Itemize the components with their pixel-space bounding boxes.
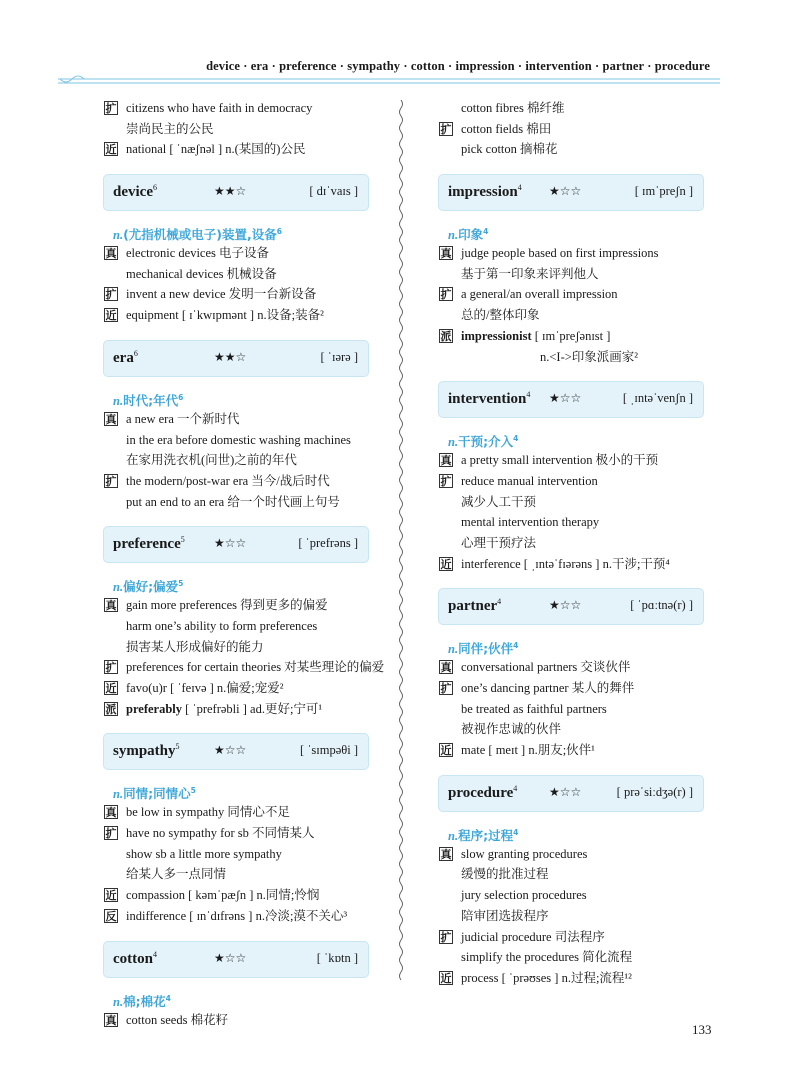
example-line bbox=[440, 139, 725, 160]
line-text: one’s dancing partner 某人的舞伴 bbox=[461, 681, 635, 695]
example-line bbox=[440, 554, 725, 575]
definition-frequency: 5 bbox=[190, 786, 196, 796]
example-line bbox=[440, 533, 725, 554]
line-text: jury selection procedures bbox=[461, 888, 587, 903]
example-line bbox=[105, 430, 390, 451]
definition-frequency: 5 bbox=[178, 579, 184, 589]
definition-frequency: 4 bbox=[513, 641, 519, 651]
rating-stars-icon: ★★☆ bbox=[214, 184, 247, 199]
label-tag-icon: 扩 bbox=[105, 827, 117, 841]
headword-frequency: 5 bbox=[175, 742, 180, 752]
example-line bbox=[105, 823, 390, 844]
line-text: harm one’s ability to form preferences bbox=[126, 618, 318, 633]
headword-box-preference bbox=[103, 526, 369, 563]
label-tag-icon: 扩 bbox=[105, 102, 117, 115]
right-column bbox=[440, 98, 725, 989]
label-tag-icon: 反 bbox=[105, 909, 117, 923]
line-text: preferences for certain theories 对某些理论的偏爱 bbox=[126, 660, 385, 675]
label-tag-icon: 近 bbox=[105, 889, 117, 903]
example-line bbox=[105, 678, 390, 699]
line-text: process [ ˈprəʊses ] n.过程;流程¹² bbox=[461, 970, 632, 985]
label-tag-icon: 真 bbox=[105, 247, 117, 261]
label-tag-icon: 近 bbox=[105, 143, 117, 157]
label-tag-icon: 真 bbox=[440, 247, 452, 261]
label-tag-icon: 派 bbox=[440, 329, 452, 343]
label-tag-icon: 扩 bbox=[105, 474, 117, 488]
label-tag-icon: 真 bbox=[105, 412, 117, 426]
line-text: 在家用洗衣机(问世)之前的年代 bbox=[126, 453, 297, 468]
label-tag-icon: 扩 bbox=[105, 661, 117, 675]
label-tag-icon: 真 bbox=[440, 661, 452, 675]
label-tag-icon: 真 bbox=[105, 806, 117, 820]
rating-stars-icon: ★☆☆ bbox=[549, 598, 582, 613]
headword: intervention$^4$ bbox=[448, 390, 531, 408]
example-line bbox=[440, 885, 725, 906]
label-tag-icon: 扩 bbox=[440, 682, 452, 695]
line-text: citizens who have faith in democracy bbox=[126, 101, 313, 115]
headword: procedure$^4$ bbox=[448, 783, 518, 801]
example-line bbox=[105, 616, 390, 637]
example-line bbox=[440, 98, 725, 119]
headword-frequency: 4 bbox=[497, 597, 502, 607]
headword-box-era bbox=[103, 340, 369, 377]
line-text: 崇尚民主的公民 bbox=[126, 121, 214, 136]
phonetic: [ ˈpɑːtnə(r) ] bbox=[630, 598, 693, 613]
running-header: device · era · preference · sympathy · cotton · impression · intervention · partner · procedure bbox=[206, 59, 710, 73]
line-text: be low in sympathy 同情心不足 bbox=[126, 805, 290, 820]
part-of-speech-definition: n.干预;介入$^4$ bbox=[448, 434, 519, 450]
column-divider bbox=[397, 100, 405, 1010]
rating-stars-icon: ★☆☆ bbox=[549, 391, 582, 406]
line-text: a pretty small intervention 极小的干预 bbox=[461, 453, 659, 468]
line-text: put an end to an era 给一个时代画上句号 bbox=[126, 494, 340, 509]
example-line bbox=[440, 927, 725, 948]
phonetic: [ ˈkɒtn ] bbox=[316, 950, 358, 965]
rating-stars-icon: ★☆☆ bbox=[214, 950, 247, 965]
line-text: electronic devices 电子设备 bbox=[126, 246, 270, 261]
label-tag-icon: 近 bbox=[440, 971, 452, 985]
example-line bbox=[440, 243, 725, 264]
label-tag-icon: 扩 bbox=[440, 474, 452, 488]
line-text: reduce manual intervention bbox=[461, 473, 598, 488]
headword-frequency: 4 bbox=[513, 783, 518, 793]
example-line bbox=[105, 243, 390, 264]
example-line bbox=[440, 347, 725, 368]
headword-frequency: 4 bbox=[153, 949, 157, 959]
line-text: 被视作忠诚的伙伴 bbox=[461, 722, 562, 737]
headword-box-cotton bbox=[103, 941, 369, 978]
line-text: 基于第一印象来评判他人 bbox=[461, 266, 599, 281]
example-line bbox=[440, 699, 725, 720]
part-of-speech-definition: n.(尤指机械或电子)装置,设备$^6$ bbox=[113, 227, 282, 243]
line-text: be treated as faithful partners bbox=[461, 701, 607, 716]
example-line bbox=[105, 492, 390, 513]
headword-box-intervention bbox=[438, 381, 704, 418]
line-text: mechanical devices 机械设备 bbox=[126, 266, 277, 281]
example-line bbox=[440, 305, 725, 326]
line-text: cotton fibres 棉纤维 bbox=[461, 101, 565, 115]
line-text: impressionist [ ɪmˈpreʃənɪst ] bbox=[461, 328, 611, 343]
example-line bbox=[440, 947, 725, 968]
headword-frequency: 4 bbox=[517, 183, 522, 193]
headword-box-sympathy bbox=[103, 733, 369, 770]
line-text: invent a new device 发明一台新设备 bbox=[126, 287, 317, 302]
example-line bbox=[440, 719, 725, 740]
line-text: 心理干预疗法 bbox=[461, 535, 537, 550]
label-tag-icon: 近 bbox=[105, 682, 117, 695]
label-tag-icon: 近 bbox=[105, 309, 117, 323]
line-text: the modern/post-war era 当今/战后时代 bbox=[126, 473, 330, 488]
line-text: have no sympathy for sb 不同情某人 bbox=[126, 826, 315, 841]
headword-frequency: 6 bbox=[133, 348, 138, 358]
phonetic: [ ˈɪərə ] bbox=[320, 349, 358, 364]
part-of-speech-definition: n.印象$^4$ bbox=[448, 227, 489, 243]
headword: preference$^5$ bbox=[113, 535, 185, 553]
headword: sympathy$^5$ bbox=[113, 742, 180, 760]
line-text: national [ ˈnæʃnəl ] n.(某国的)公民 bbox=[126, 142, 306, 157]
example-line bbox=[105, 264, 390, 285]
line-text: a general/an overall impression bbox=[461, 287, 618, 302]
phonetic: [ ɪmˈpreʃn ] bbox=[634, 184, 693, 199]
line-text: 损害某人形成偏好的能力 bbox=[126, 639, 264, 654]
example-line bbox=[105, 637, 390, 658]
label-tag-icon: 派 bbox=[105, 702, 117, 716]
line-text: interference [ ˌɪntəˈfɪərəns ] n.干涉;干预⁴ bbox=[461, 556, 670, 571]
label-tag-icon: 近 bbox=[440, 744, 452, 758]
example-line bbox=[105, 471, 390, 492]
line-text: pick cotton 摘棉花 bbox=[461, 142, 558, 157]
example-line bbox=[440, 844, 725, 865]
label-tag-icon: 扩 bbox=[440, 288, 452, 302]
line-text: conversational partners 交谈伙伴 bbox=[461, 660, 631, 675]
line-text: a new era 一个新时代 bbox=[126, 411, 240, 426]
label-tag-icon: 真 bbox=[440, 454, 452, 468]
example-line bbox=[105, 409, 390, 430]
label-tag-icon: 扩 bbox=[440, 930, 452, 944]
headword: partner$^4$ bbox=[448, 597, 502, 615]
example-line bbox=[105, 305, 390, 326]
example-line bbox=[105, 119, 390, 140]
example-line bbox=[105, 98, 390, 119]
headword-frequency: 6 bbox=[152, 183, 157, 193]
definition-frequency: 4 bbox=[513, 827, 519, 837]
example-line bbox=[440, 119, 725, 140]
part-of-speech-definition: n.同情;同情心$^5$ bbox=[113, 786, 196, 802]
line-text: n.<I->印象派画家² bbox=[540, 349, 639, 364]
example-line bbox=[105, 139, 390, 160]
line-text: favo(u)r [ ˈfeɪvə ] n.偏爱;宠爱² bbox=[126, 681, 284, 695]
line-text: mate [ meɪt ] n.朋友;伙伴¹ bbox=[461, 743, 595, 758]
example-line bbox=[440, 471, 725, 492]
example-line bbox=[440, 906, 725, 927]
example-line bbox=[105, 657, 390, 678]
line-text: slow granting procedures bbox=[461, 846, 588, 861]
example-line bbox=[105, 906, 390, 927]
line-text: equipment [ ɪˈkwɪpmənt ] n.设备;装备² bbox=[126, 308, 324, 323]
example-line bbox=[440, 492, 725, 513]
line-text: in the era before domestic washing machines bbox=[126, 432, 351, 447]
part-of-speech-definition: n.棉;棉花$^4$ bbox=[113, 993, 171, 1009]
example-line bbox=[105, 699, 390, 720]
rating-stars-icon: ★☆☆ bbox=[549, 184, 582, 199]
line-text: gain more preferences 得到更多的偏爱 bbox=[126, 598, 328, 613]
label-tag-icon: 扩 bbox=[105, 288, 117, 302]
page-number: 133 bbox=[692, 1022, 712, 1037]
example-line bbox=[105, 844, 390, 865]
headword: cotton$^4$ bbox=[113, 949, 157, 967]
example-line bbox=[105, 885, 390, 906]
line-text: show sb a little more sympathy bbox=[126, 846, 282, 861]
left-column bbox=[105, 98, 390, 1030]
definition-frequency: 4 bbox=[165, 993, 171, 1003]
headword-box-procedure bbox=[438, 775, 704, 812]
rating-stars-icon: ★☆☆ bbox=[214, 743, 247, 758]
example-line bbox=[105, 802, 390, 823]
line-text: preferably [ ˈprefrəbli ] ad.更好;宁可¹ bbox=[126, 701, 323, 716]
line-text: compassion [ kəmˈpæʃn ] n.同情;怜悯 bbox=[126, 888, 320, 903]
rating-stars-icon: ★★☆ bbox=[214, 349, 247, 364]
headword-frequency: 4 bbox=[526, 390, 531, 400]
line-text: indifference [ ɪnˈdɪfrəns ] n.冷淡;漠不关心³ bbox=[126, 908, 348, 923]
headword: era$^6$ bbox=[113, 348, 138, 366]
line-text: 给某人多一点同情 bbox=[126, 867, 227, 882]
example-line bbox=[105, 284, 390, 305]
definition-frequency: 6 bbox=[276, 227, 282, 237]
headword-box-partner bbox=[438, 588, 704, 625]
definition-frequency: 6 bbox=[178, 392, 184, 402]
example-line bbox=[105, 450, 390, 471]
part-of-speech-definition: n.时代;年代$^6$ bbox=[113, 392, 184, 408]
example-line bbox=[105, 864, 390, 885]
phonetic: [ ˈprefrəns ] bbox=[298, 536, 358, 551]
example-line bbox=[440, 740, 725, 761]
headword-frequency: 5 bbox=[180, 535, 185, 545]
label-tag-icon: 扩 bbox=[440, 122, 452, 136]
phonetic: [ dɪˈvaɪs ] bbox=[309, 184, 358, 199]
line-text: mental intervention therapy bbox=[461, 515, 600, 530]
label-tag-icon: 真 bbox=[105, 599, 117, 613]
definition-frequency: 4 bbox=[483, 227, 489, 237]
label-tag-icon: 真 bbox=[440, 847, 452, 861]
label-tag-icon: 真 bbox=[105, 1013, 117, 1027]
part-of-speech-definition: n.同伴;伙伴$^4$ bbox=[448, 641, 519, 657]
line-text: cotton seeds 棉花籽 bbox=[126, 1012, 229, 1027]
example-line bbox=[440, 657, 725, 678]
example-line bbox=[105, 1010, 390, 1031]
line-text: simplify the procedures 简化流程 bbox=[461, 950, 633, 965]
headword: device$^6$ bbox=[113, 183, 157, 201]
line-text: judge people based on first impressions bbox=[461, 246, 659, 261]
rating-stars-icon: ★☆☆ bbox=[214, 536, 247, 551]
phonetic: [ ˈsɪmpəθi ] bbox=[299, 743, 358, 758]
example-line bbox=[440, 264, 725, 285]
part-of-speech-definition: n.程序;过程$^4$ bbox=[448, 827, 519, 843]
headword-box-impression bbox=[438, 174, 704, 211]
phonetic: [ ˌɪntəˈvenʃn ] bbox=[622, 391, 693, 406]
line-text: 总的/整体印象 bbox=[461, 308, 540, 323]
phonetic: [ prəˈsiːdʒə(r) ] bbox=[616, 784, 693, 799]
line-text: 减少人工干预 bbox=[461, 494, 537, 509]
example-line bbox=[440, 326, 725, 347]
example-line bbox=[440, 864, 725, 885]
part-of-speech-definition: n.偏好;偏爱$^5$ bbox=[113, 579, 184, 595]
example-line bbox=[440, 968, 725, 989]
definition-frequency: 4 bbox=[513, 434, 519, 444]
header-rule bbox=[58, 75, 720, 89]
label-tag-icon: 近 bbox=[440, 557, 452, 571]
line-text: judicial procedure 司法程序 bbox=[461, 929, 605, 944]
example-line bbox=[105, 595, 390, 616]
headword: impression$^4$ bbox=[448, 183, 522, 201]
line-text: cotton fields 棉田 bbox=[461, 121, 552, 136]
rating-stars-icon: ★☆☆ bbox=[549, 784, 582, 799]
line-text: 缓慢的批准过程 bbox=[461, 867, 549, 882]
example-line bbox=[440, 512, 725, 533]
example-line bbox=[440, 678, 725, 699]
headword-box-device bbox=[103, 174, 369, 211]
example-line bbox=[440, 450, 725, 471]
line-text: 陪审团选拔程序 bbox=[461, 908, 549, 923]
example-line bbox=[440, 284, 725, 305]
